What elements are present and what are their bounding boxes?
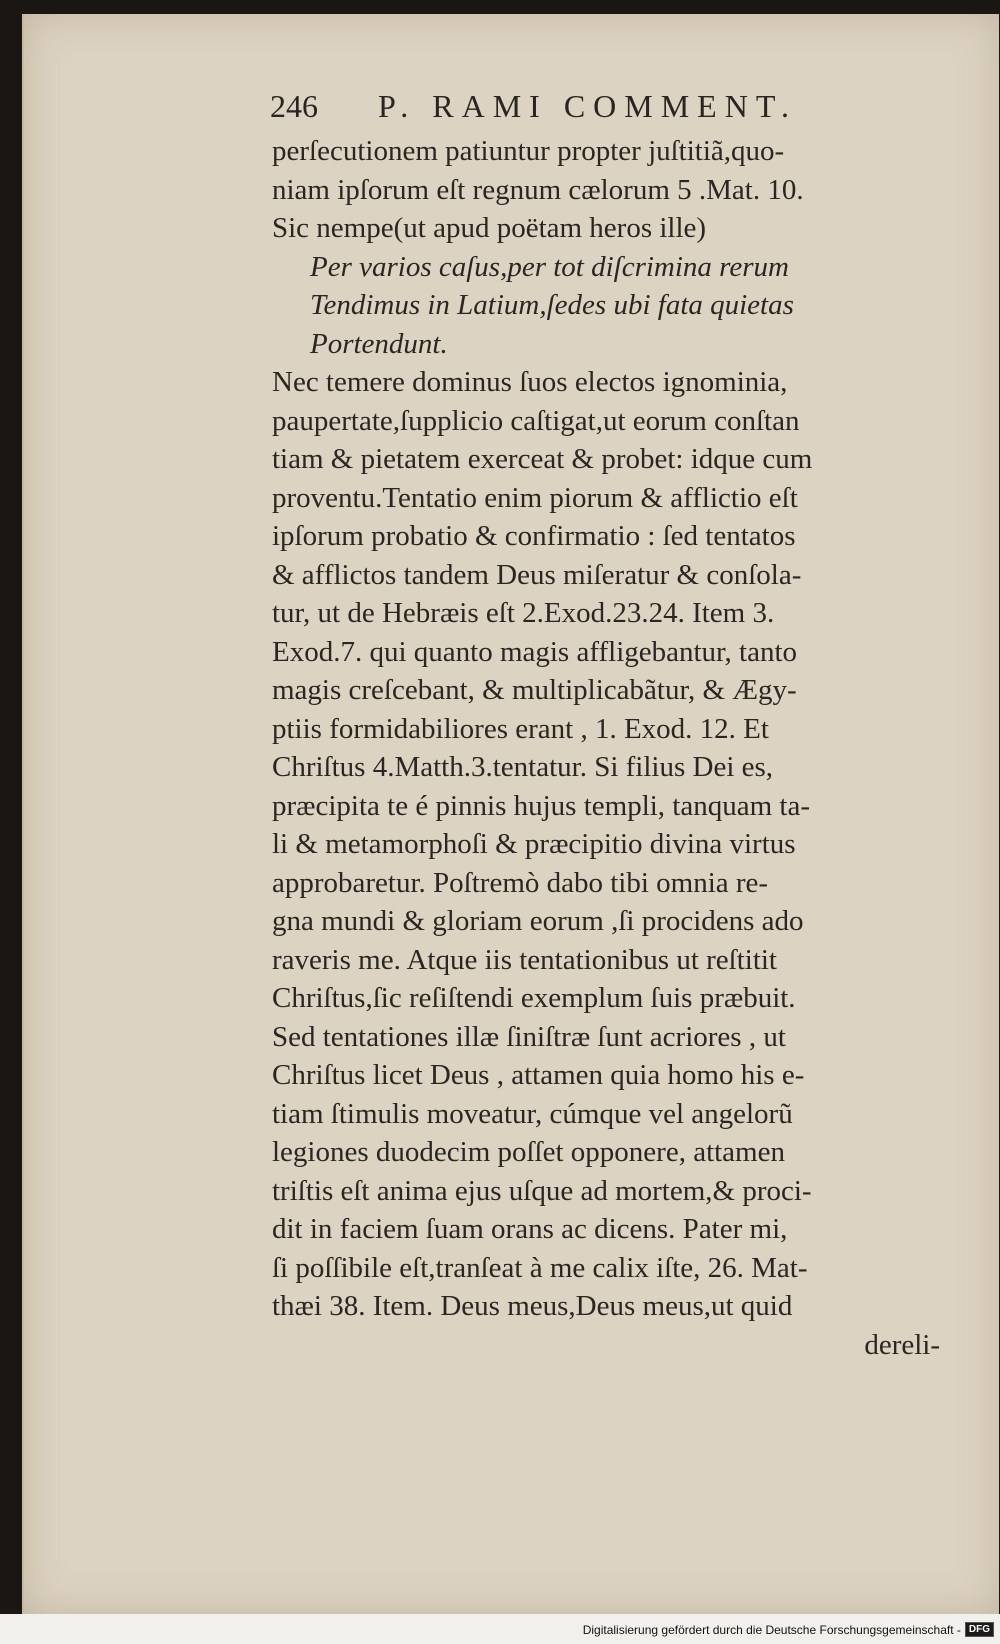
text-line: gna mundi & gloriam eorum ,ſi procidens ado — [272, 905, 804, 937]
dfg-logo: DFG — [965, 1622, 994, 1637]
text-line: raveris me. Atque iis tentationibus ut reſtitit — [272, 943, 777, 976]
text-line: paupertate,ſupplicio caſtigat,ut eorum conſtan — [272, 404, 800, 437]
page-header — [270, 88, 840, 125]
text-line: thæi 38. Item. Deus meus,Deus meus,ut quid — [272, 1290, 793, 1322]
text-line: Chriſtus licet Deus , attamen quia homo his e- — [272, 1059, 805, 1091]
text-line: Sed tentationes illæ ſiniſtræ ſunt acriores , ut — [272, 1020, 786, 1053]
running-head: P. RAMI COMMENT. — [378, 88, 797, 124]
text-line: niam ipſorum eſt regnum cælorum 5 .Mat. 10. — [272, 173, 804, 206]
text-line: præcipita te é pinnis hujus templi, tanquam ta- — [272, 789, 811, 822]
text-line: Chriſtus,ſic reſiſtendi exemplum ſuis præbuit. — [272, 982, 796, 1014]
text-line: triſtis eſt anima ejus uſque ad mortem,& proci- — [272, 1174, 812, 1207]
text-line: ſi poſſibile eſt,tranſeat à me calix iſte, 26. Mat- — [272, 1251, 808, 1284]
text-line: perſecutionem patiuntur propter juſtitiã,quo- — [272, 135, 785, 167]
catchword: dereli- — [864, 1328, 940, 1361]
text-line: li & metamorphoſi & præcipitio divina virtus — [272, 828, 796, 860]
text-line: proventu.Tentatio enim piorum & afflictio eſt — [272, 481, 798, 514]
verse-line: Per varios caſus,per tot diſcrimina rerum — [310, 250, 789, 283]
text-line: Chriſtus 4.Matth.3.tentatur. Si filius Dei es, — [272, 751, 774, 783]
text-line: tiam & pietatem exerceat & probet: idque cum — [272, 443, 813, 475]
digitization-credit — [583, 1622, 994, 1637]
text-line: approbaretur. Poſtremò dabo tibi omnia re- — [272, 866, 769, 899]
text-line: & afflictos tandem Deus miſeratur & conſola- — [272, 558, 802, 591]
text-line: Nec temere dominus ſuos electos ignominia, — [272, 366, 788, 398]
text-line: Sic nempe(ut apud poëtam heros ille) — [272, 212, 707, 244]
text-line: ipſorum probatio & confirmatio : ſed tentatos — [272, 520, 796, 552]
text-line: legiones duodecim poſſet opponere, attamen — [272, 1136, 785, 1168]
text-line: tiam ſtimulis moveatur, cúmque vel angelorũ — [272, 1097, 793, 1130]
page-number: 246 — [270, 88, 318, 124]
credit-text: Digitalisierung gefördert durch die Deutsche Forschungsgemeinschaft - — [582, 1622, 961, 1637]
verse-line: Tendimus in Latium,ſedes ubi fata quietas — [310, 289, 794, 321]
text-line: ptiis formidabiliores erant , 1. Exod. 12. Et — [272, 712, 769, 745]
text-line: Exod.7. qui quanto magis affligebantur, tanto — [272, 635, 798, 668]
body-text — [272, 132, 952, 1364]
text-line: tur, ut de Hebræis eſt 2.Exod.23.24. Item 3. — [272, 597, 775, 629]
text-line: magis creſcebant, & multiplicabãtur, & Ægy- — [272, 674, 797, 706]
verse-line: Portendunt. — [310, 327, 448, 360]
text-line: dit in faciem ſuam orans ac dicens. Pater mi, — [272, 1213, 788, 1245]
